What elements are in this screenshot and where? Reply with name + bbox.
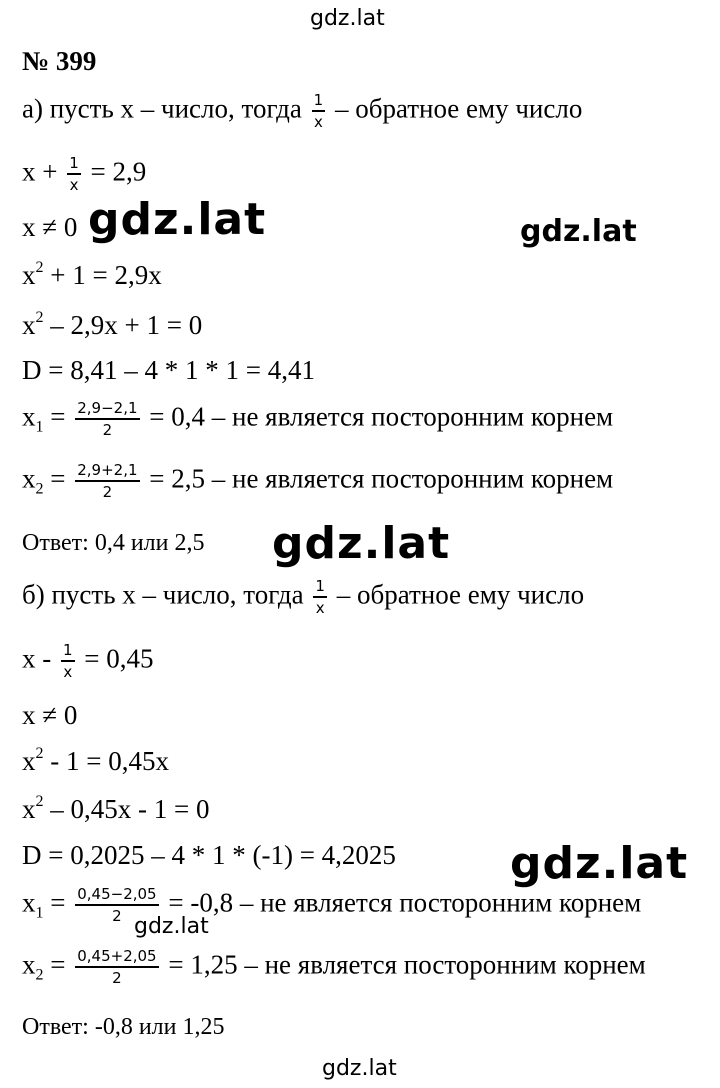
eq-text: х [22, 746, 36, 776]
watermark-b1: gdz.lat [510, 838, 689, 889]
watermark-bottom: gdz.lat [322, 1056, 397, 1081]
eq-text: х [22, 887, 36, 918]
part-b-condition: х ≠ 0 [22, 700, 78, 730]
problem-number: № 399 [22, 46, 97, 76]
watermark-a1: gdz.lat [88, 194, 267, 245]
eq-text: = [50, 949, 66, 980]
fraction-denominator: x [63, 663, 73, 681]
part-b-equation-3 [22, 794, 209, 825]
eq-text: - 1 = 0,45х [50, 746, 169, 776]
eq-text: – 2,9х + 1 = 0 [50, 310, 203, 340]
eq-text: х [22, 401, 36, 432]
eq-text: х [22, 794, 36, 824]
part-b-discriminant: D = 0,2025 – 4 * 1 * (-1) = 4,2025 [22, 840, 396, 870]
fraction-numerator: 1 [312, 92, 326, 112]
watermark-mid: gdz.lat [272, 518, 451, 569]
fraction-numerator: 1 [67, 155, 81, 175]
fraction-numerator: 2,9+2,1 [75, 462, 139, 482]
eq-text: = 2,9 [90, 156, 147, 187]
fraction-denominator: 2 [112, 969, 122, 987]
eq-text: х [22, 260, 36, 290]
part-a-intro [22, 92, 582, 131]
fraction-denominator: x [69, 176, 79, 194]
watermark-b-small: gdz.lat [134, 914, 209, 939]
eq-text: х - [22, 643, 52, 674]
part-b-equation-2 [22, 746, 169, 777]
part-a-answer: Ответ: 0,4 или 2,5 [22, 530, 205, 556]
subscript: 2 [35, 966, 44, 984]
exponent: 2 [35, 745, 44, 762]
fraction-numerator: 1 [313, 578, 327, 598]
subscript: 2 [35, 480, 44, 498]
part-a-condition: х ≠ 0 [22, 212, 78, 242]
eq-text: + 1 = 2,9х [50, 260, 162, 290]
fraction [61, 642, 75, 681]
fraction-denominator: 2 [102, 483, 113, 501]
subscript: 1 [35, 904, 44, 922]
watermark-a2: gdz.lat [520, 214, 637, 249]
fraction-denominator: x [315, 599, 325, 617]
exponent: 2 [35, 309, 44, 326]
eq-text: – 0,45х - 1 = 0 [50, 794, 210, 824]
fraction-denominator: 2 [102, 421, 113, 439]
exponent: 2 [35, 793, 44, 810]
part-b-root-2 [22, 948, 646, 987]
fraction-numerator: 2,9−2,1 [75, 400, 139, 420]
part-b-intro-after: – обратное ему число [336, 579, 585, 610]
eq-text: = -0,8 – не является посторонним корнем [168, 887, 642, 918]
part-b-intro-before: б) пусть х – число, тогда [22, 579, 304, 610]
fraction [75, 400, 139, 439]
part-b-root-1 [22, 886, 641, 925]
part-b-intro [22, 578, 584, 617]
fraction-denominator: 2 [112, 907, 122, 925]
eq-text: = [50, 401, 66, 432]
fraction [67, 155, 81, 194]
part-a-discriminant: D = 8,41 – 4 * 1 * 1 = 4,41 [22, 355, 315, 385]
eq-text: = 2,5 – не является посторонним корнем [149, 463, 614, 494]
part-a-equation-3 [22, 310, 202, 341]
eq-text: х + [22, 156, 58, 187]
part-a-equation-1 [22, 155, 146, 194]
part-a-root-1 [22, 400, 613, 439]
part-a-intro-after: – обратное ему число [334, 93, 583, 124]
eq-text: = 1,25 – не является посторонним корнем [168, 949, 646, 980]
eq-text: = [50, 887, 66, 918]
subscript: 1 [35, 418, 44, 436]
exponent: 2 [35, 259, 44, 276]
fraction-denominator: x [313, 113, 323, 131]
fraction-numerator: 1 [61, 642, 75, 662]
eq-text: = 0,45 [84, 643, 154, 674]
part-b-answer: Ответ: -0,8 или 1,25 [22, 1014, 225, 1040]
eq-text: х [22, 463, 36, 494]
part-a-root-2 [22, 462, 613, 501]
part-a-intro-before: а) пусть х – число, тогда [22, 93, 302, 124]
watermark-top: gdz.lat [310, 6, 385, 31]
part-b-equation-1 [22, 642, 154, 681]
fraction [75, 462, 139, 501]
fraction [75, 886, 158, 925]
fraction [75, 948, 158, 987]
fraction-numerator: 0,45−2,05 [75, 886, 158, 906]
fraction [313, 578, 327, 617]
eq-text: = [50, 463, 66, 494]
eq-text: = 0,4 – не является посторонним корнем [149, 401, 614, 432]
fraction-numerator: 0,45+2,05 [75, 948, 158, 968]
part-a-equation-2 [22, 260, 162, 291]
eq-text: х [22, 310, 36, 340]
fraction [312, 92, 326, 131]
eq-text: х [22, 949, 36, 980]
